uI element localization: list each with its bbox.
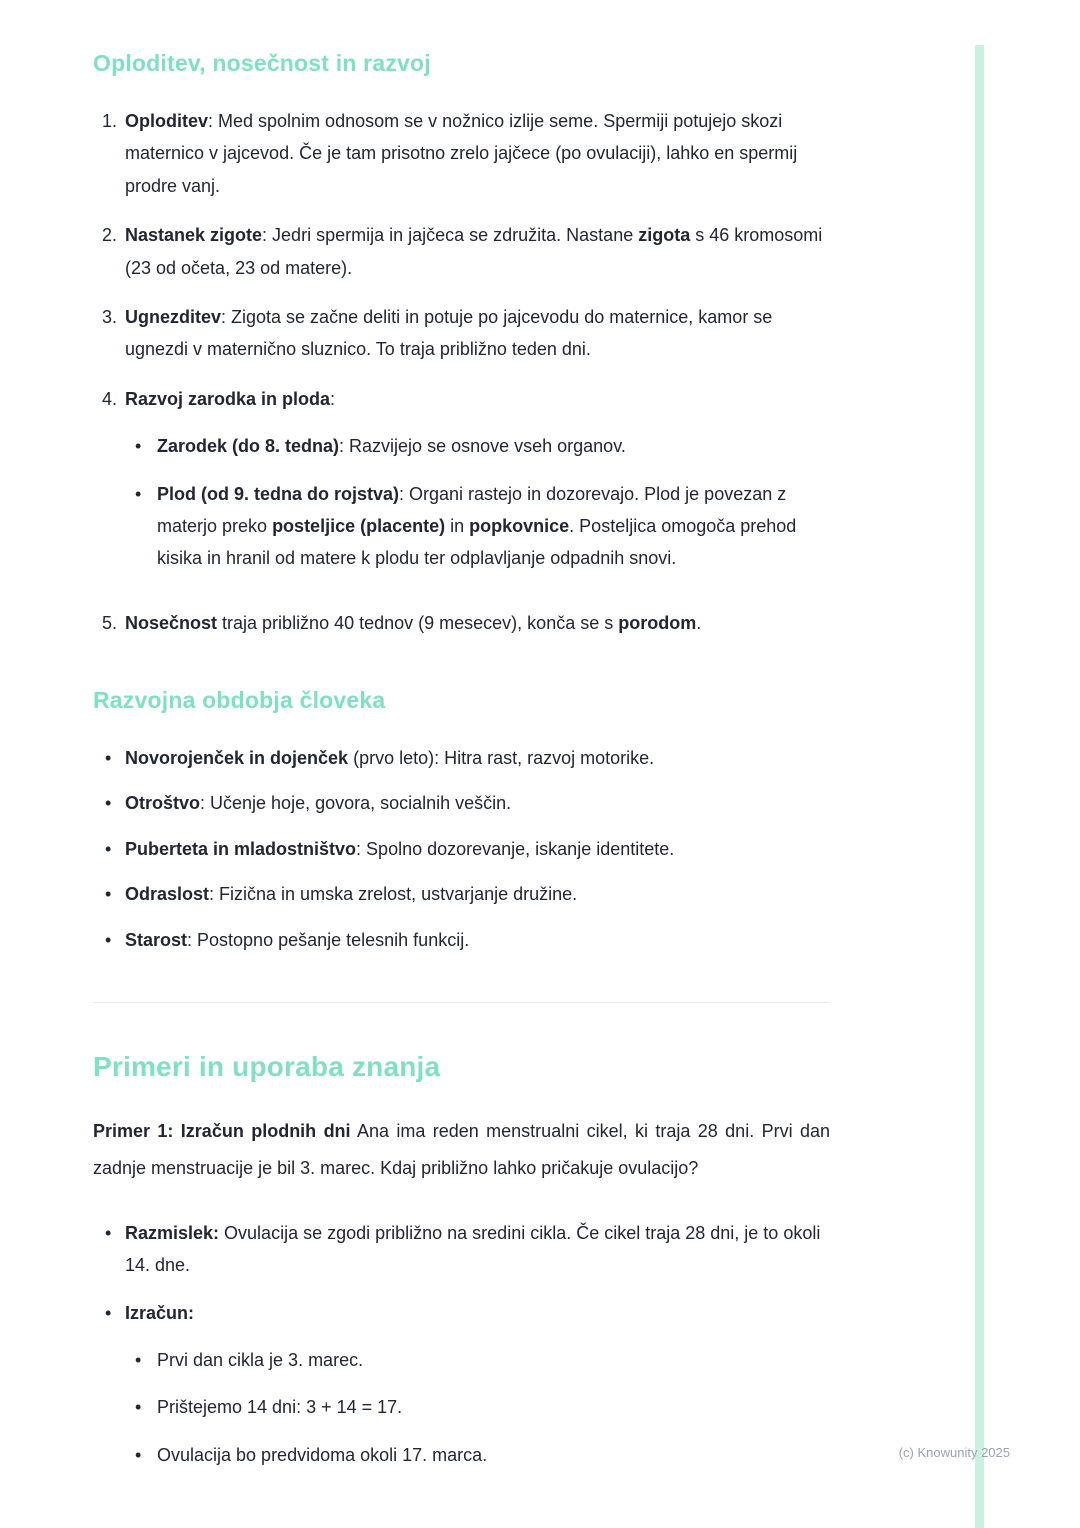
sublist-item-prvi-dan <box>125 1344 830 1376</box>
section-divider <box>93 1002 830 1003</box>
item-text: • Ovulacija bo predvidoma okoli 17. marca. <box>157 1444 488 1465</box>
sublist-item-pristejemo <box>125 1391 830 1423</box>
item-wrap <box>125 383 830 590</box>
item-text: • Izračun: <box>125 1302 195 1323</box>
item-text: Oploditev: Med spolnim odnosom se v nožnico izlije seme. Spermiji potujejo skozi maternico v jajcevod. Če je tam prisotno zrelo jajčece (po ovulaciji), lahko en spermij prodre vanj. <box>125 111 798 196</box>
item-text: • Prištejemo 14 dni: 3 + 14 = 17. <box>157 1397 403 1418</box>
sublist-item-plod <box>125 478 830 575</box>
item-number: 2. <box>102 225 118 246</box>
item-number: 4. <box>102 388 118 409</box>
sublist-razvoj-zarodka <box>125 430 830 575</box>
bullet-list-obdobja <box>93 742 830 956</box>
item-text: Nastanek zigote: Jedri spermija in jajčeca se združita. Nastane zigota s 46 kromosomi (23 od očeta, 23 od matere). <box>125 225 823 278</box>
section-title-razvojna-obdobja: Razvojna obdobja človeka <box>93 687 386 714</box>
list-item-odraslost <box>93 878 830 910</box>
sublist-item-zarodek <box>125 430 830 462</box>
bullet-list-primer <box>93 1217 830 1486</box>
list-item-nosecnost <box>93 607 830 639</box>
footer-copyright: (c) Knowunity 2025 <box>898 1445 1010 1460</box>
list-item-izracun <box>93 1297 830 1487</box>
list-item-nastanek-zigote <box>93 219 830 284</box>
item-text: • Otroštvo: Učenje hoje, govora, socialnih veščin. <box>125 793 512 814</box>
example-intro-paragraph: Primer 1: Izračun plodnih dni Ana ima reden menstrualni cikel, ki traja 28 dni. Prvi dan zadnje menstruacije je bil 3. marec. Kdaj približno lahko pričakuje ovulacijo? <box>93 1121 830 1178</box>
item-text: • Razmislek: Ovulacija se zgodi približno na sredini cikla. Če cikel traja 28 dni, je to okoli 14. dne. <box>125 1222 821 1276</box>
sublist-item-ovulacija <box>125 1439 830 1471</box>
item-text: Nosečnost traja približno 40 tednov (9 mesecev), konča se s porodom. <box>125 612 702 633</box>
sublist-izracun <box>125 1344 830 1471</box>
section-title-oploditev: Oploditev, nosečnost in razvoj <box>93 50 431 76</box>
item-text: • Novorojenček in dojenček (prvo leto): Hitra rast, razvoj motorike. <box>125 748 655 769</box>
item-text: • Starost: Postopno pešanje telesnih funkcij. <box>125 929 470 950</box>
item-text: • Puberteta in mladostništvo: Spolno dozorevanje, iskanje identitete. <box>125 838 675 859</box>
item-text: Ugnezditev: Zigota se začne deliti in potuje po jajcevodu do maternice, kamor se ugnezdi v maternično sluznico. To traja približno teden dni. <box>125 306 773 360</box>
item-text: Razvoj zarodka in ploda: <box>125 388 336 409</box>
item-number: 5. <box>102 612 118 633</box>
section-title-primeri: Primeri in uporaba znanja <box>93 1051 441 1083</box>
item-text: • Odraslost: Fizična in umska zrelost, ustvarjanje družine. <box>125 884 578 905</box>
item-text: • Plod (od 9. tedna do rojstva): Organi rastejo in dozorevajo. Plod je povezan z materjo preko posteljice (placente) in popkovnice. Posteljica omogoča prehod kisika in hranil od matere k plodu ter odplavljanje odpadnih snovi. <box>157 483 797 569</box>
list-item-otrostvo <box>93 787 830 819</box>
item-text: • Prvi dan cikla je 3. marec. <box>157 1349 364 1370</box>
list-item-puberteta <box>93 833 830 865</box>
list-item-starost <box>93 924 830 956</box>
item-number: 1. <box>102 111 118 131</box>
list-item-oploditev <box>93 105 830 202</box>
list-item-razvoj-zarodka <box>93 383 830 590</box>
list-item-novorojencek <box>93 742 830 774</box>
item-number: 3. <box>102 306 118 327</box>
item-text: • Zarodek (do 8. tedna): Razvijejo se osnove vseh organov. <box>157 436 626 457</box>
accent-bar <box>975 45 984 1528</box>
numbered-list-oploditev <box>93 105 830 639</box>
list-item-razmislek <box>93 1217 830 1282</box>
list-item-ugnezditev <box>93 301 830 366</box>
item-wrap <box>125 1297 830 1487</box>
